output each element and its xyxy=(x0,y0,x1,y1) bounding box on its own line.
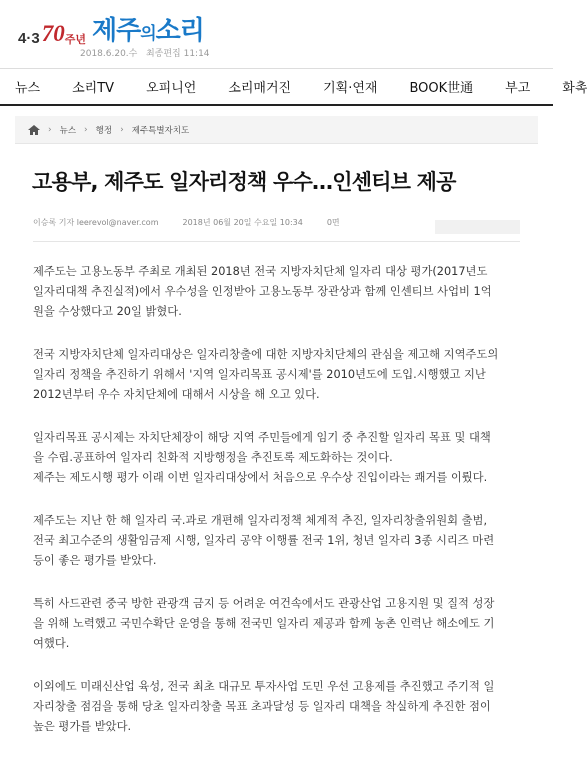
main-nav xyxy=(0,68,587,106)
home-icon[interactable] xyxy=(28,125,40,135)
nav-item-features[interactable]: 기획·연재 xyxy=(323,81,378,96)
site-logo[interactable] xyxy=(18,10,204,47)
article-body xyxy=(33,262,501,737)
article-paragraph-5: 특히 사드관련 중국 방한 관광객 금지 등 어려운 여건속에서도 관광산업 고용지원 및 질적 성장을 위해 노력했고 국민수확단 운영을 통해 전국민 일자리 제공과 함께 농촌 인력난 해소에도 기여했다. xyxy=(33,597,495,650)
article-meta xyxy=(33,215,520,242)
edit-label: 최종편집 11:14 xyxy=(145,49,210,59)
breadcrumb-separator: › xyxy=(48,124,52,135)
article-date: 2018년 06월 20일 수요일 10:34 xyxy=(182,218,303,227)
nav-item-magazine[interactable]: 소리매거진 xyxy=(228,81,292,96)
logo-70-text: 70 xyxy=(41,21,65,46)
nav-item-opinion[interactable]: 오피니언 xyxy=(146,81,197,96)
share-tools-placeholder xyxy=(435,220,520,234)
logo-43-text: 4·3 xyxy=(18,30,40,47)
nav-item-wedding[interactable]: 화촉 xyxy=(562,81,587,96)
breadcrumb-jeju[interactable]: 제주특별자치도 xyxy=(131,125,190,136)
article-paragraph-1: 제주도는 고용노동부 주최로 개최된 2018년 전국 지방자치단체 일자리 대상 평가(2017년도 일자리대책 추진실적)에서 우수성을 인정받아 고용노동부 장관상과 함께 인센티브 사업비 1억원을 수상했다고 20일 밝혔다. xyxy=(33,265,492,318)
article-author: 이승록 기자 leerevol@naver.com xyxy=(33,218,159,227)
last-edited-time xyxy=(80,46,210,59)
article-paragraph-3: 일자리목표 공시제는 자치단체장이 해당 지역 주민들에게 임기 중 추진할 일자리 목표 및 대책을 수립.공표하여 일자리 친화적 지방행정을 추진토록 제도화하는 것이다. 제주는 제도시행 평가 이래 이번 일자리대상에서 처음으로 우수상 진입이라는 쾌거를 이뤘다. xyxy=(33,431,491,484)
breadcrumb-admin[interactable]: 행정 xyxy=(95,125,113,136)
edit-date: 2018.6.20.수 xyxy=(80,49,138,59)
logo-anniversary-text: 주년 xyxy=(64,33,86,46)
logo-title-a: 제주 xyxy=(91,16,141,46)
logo-title-b: 소리 xyxy=(155,16,204,46)
logo-title-ui: 의 xyxy=(140,24,156,44)
breadcrumb xyxy=(15,116,538,144)
nav-item-news[interactable]: 뉴스 xyxy=(15,81,41,96)
nav-item-obituary[interactable]: 부고 xyxy=(505,81,531,96)
article-paragraph-2: 전국 지방자치단체 일자리대상은 일자리창출에 대한 지방자치단체의 관심을 제고해 지역주도의 일자리 정책을 추진하기 위해서 '지역 일자리목표 공시제'를 2010년도에 도입.시행했고 지난 2012년부터 우수 자치단체에 대해서 시상을 해 오고 있다. xyxy=(33,348,499,401)
article-paragraph-6: 이외에도 미래신산업 육성, 전국 최초 대규모 투자사업 도민 우선 고용제를 추진했고 주기적 일자리창출 점검을 통해 당초 일자리창출 목표 초과달성 등 일자리 대책을 착실하게 추진한 점이 높은 평가를 받았다. xyxy=(33,680,495,733)
nav-item-book[interactable]: BOOK世通 xyxy=(409,81,474,96)
breadcrumb-separator: › xyxy=(84,124,88,135)
site-header xyxy=(0,0,553,68)
breadcrumb-news[interactable]: 뉴스 xyxy=(59,125,77,136)
article-comments: 0면 xyxy=(326,218,340,227)
logo-title xyxy=(92,10,204,47)
breadcrumb-separator: › xyxy=(120,124,124,135)
article-title: 고용부, 제주도 일자리정책 우수…인센티브 제공 xyxy=(32,170,456,194)
article-paragraph-4: 제주도는 지난 한 해 일자리 국.과로 개편해 일자리정책 체계적 추진, 일자리창출위원회 출범, 전국 최고수준의 생활임금제 시행, 일자리 공약 이행률 전국 1위, 청년 일자리 3종 시리즈 마련 등이 좋은 평가를 받았다. xyxy=(33,514,495,567)
nav-item-sori-tv[interactable]: 소리TV xyxy=(72,81,115,96)
